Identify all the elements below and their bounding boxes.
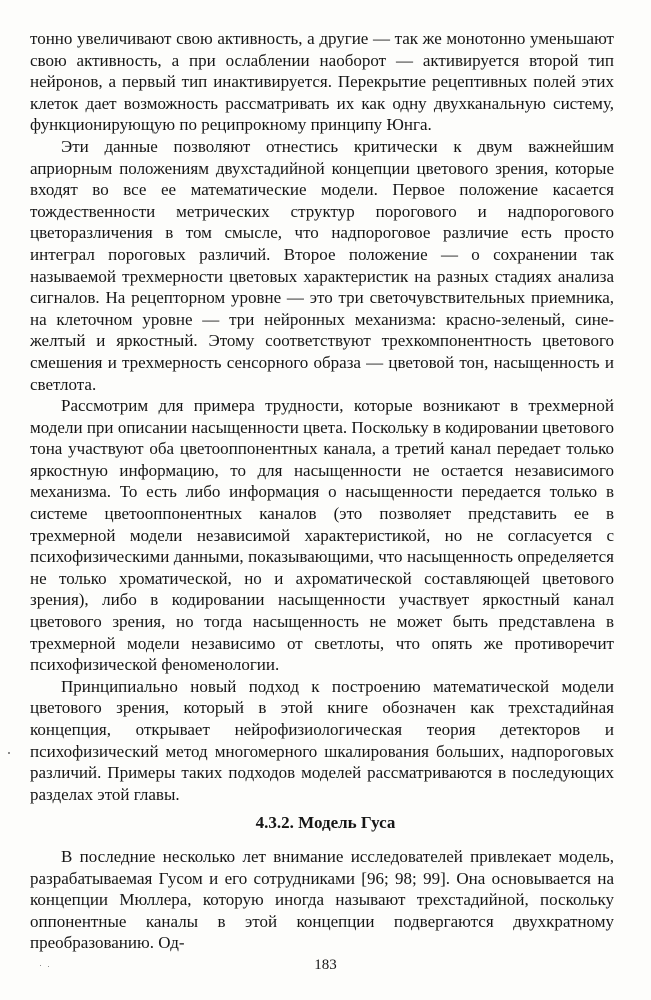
section-text-block xyxy=(30,846,614,954)
paragraph-2: Эти данные позволяют отнестись критически к двум важнейшим априорным положениям двухстадийной концепции цветового зрения, которые входят во все ее математические модели. Первое положение касается тождественности метрических структур порогового и надпорогового цветоразличения в том смысле, что надпороговое различие есть просто интеграл пороговых различий. Второе положение — о сохранении так называемой трехмерности цветовых характеристик на разных стадиях анализа сигналов. На рецепторном уровне — это три светочувствительных приемника, на клеточном уровне — три нейронных механизма: красно-зеленый, сине-желтый и яркостный. Этому соответствуют трехкомпонентность цветового смешения и трехмерность сенсорного образа — цветовой тон, насыщенность и светлота. xyxy=(30,136,614,394)
paragraph-1: тонно увеличивают свою активность, а другие — так же монотонно уменьшают свою активность, а при ослаблении наоборот — активируется второй тип нейронов, а первый тип инактивируется. Перекрытие рецептивных полей этих клеток дает возможность рассматривать их как одну двухканальную систему, функционирующую по реципрокному принципу Юнга. xyxy=(30,29,614,135)
main-text-block xyxy=(30,28,614,805)
section-heading: 4.3.2. Модель Гуса xyxy=(255,813,396,832)
section-paragraph: В последние несколько лет внимание исследователей привлекает модель, разрабатываемая Гусом и его сотрудниками [96; 98; 99]. Она основывается на концепции Мюллера, которую иногда называют трехстадийной, поскольку оппонентные каналы в этой концепции подвергаются двухкратному преобразованию. Од- xyxy=(30,847,614,953)
page-number: 183 xyxy=(314,957,337,973)
paragraph-4: Принципиально новый подход к построению математической модели цветового зрения, который в этой книге обозначен как трехстадийная концепция, открывает нейрофизиологическая теория детекторов и психофизический метод многомерного шкалирования больших, надпороговых различий. Примеры таких подходов моделей рассматриваются в последующих разделах этой главы. xyxy=(30,676,614,804)
scan-speck xyxy=(48,966,49,967)
paragraph-3: Рассмотрим для примера трудности, которые возникают в трехмерной модели при описании насыщенности цвета. Поскольку в кодировании цветового тона участвуют оба цветооппонентных канала, а третий канал передает только яркостную информацию, то для насыщенности не остается независимого механизма. То есть либо информация о насыщенности передается только в системе цветооппонентных каналов (это позволяет представить ее в трехмерной модели независимой характеристикой, но не согласуется с психофизическими данными, показывающими, что насыщенность определяется не только хроматической, но и ахроматической составляющей цветового зрения), либо в кодировании насыщенности участвует яркостный канал цветового зрения, но тогда насыщенность не может быть представлена в трехмерной модели независимо от светлоты, что опять же противоречит психофизической феноменологии. xyxy=(30,396,614,675)
scan-speck xyxy=(8,752,10,754)
scan-speck xyxy=(40,965,41,966)
